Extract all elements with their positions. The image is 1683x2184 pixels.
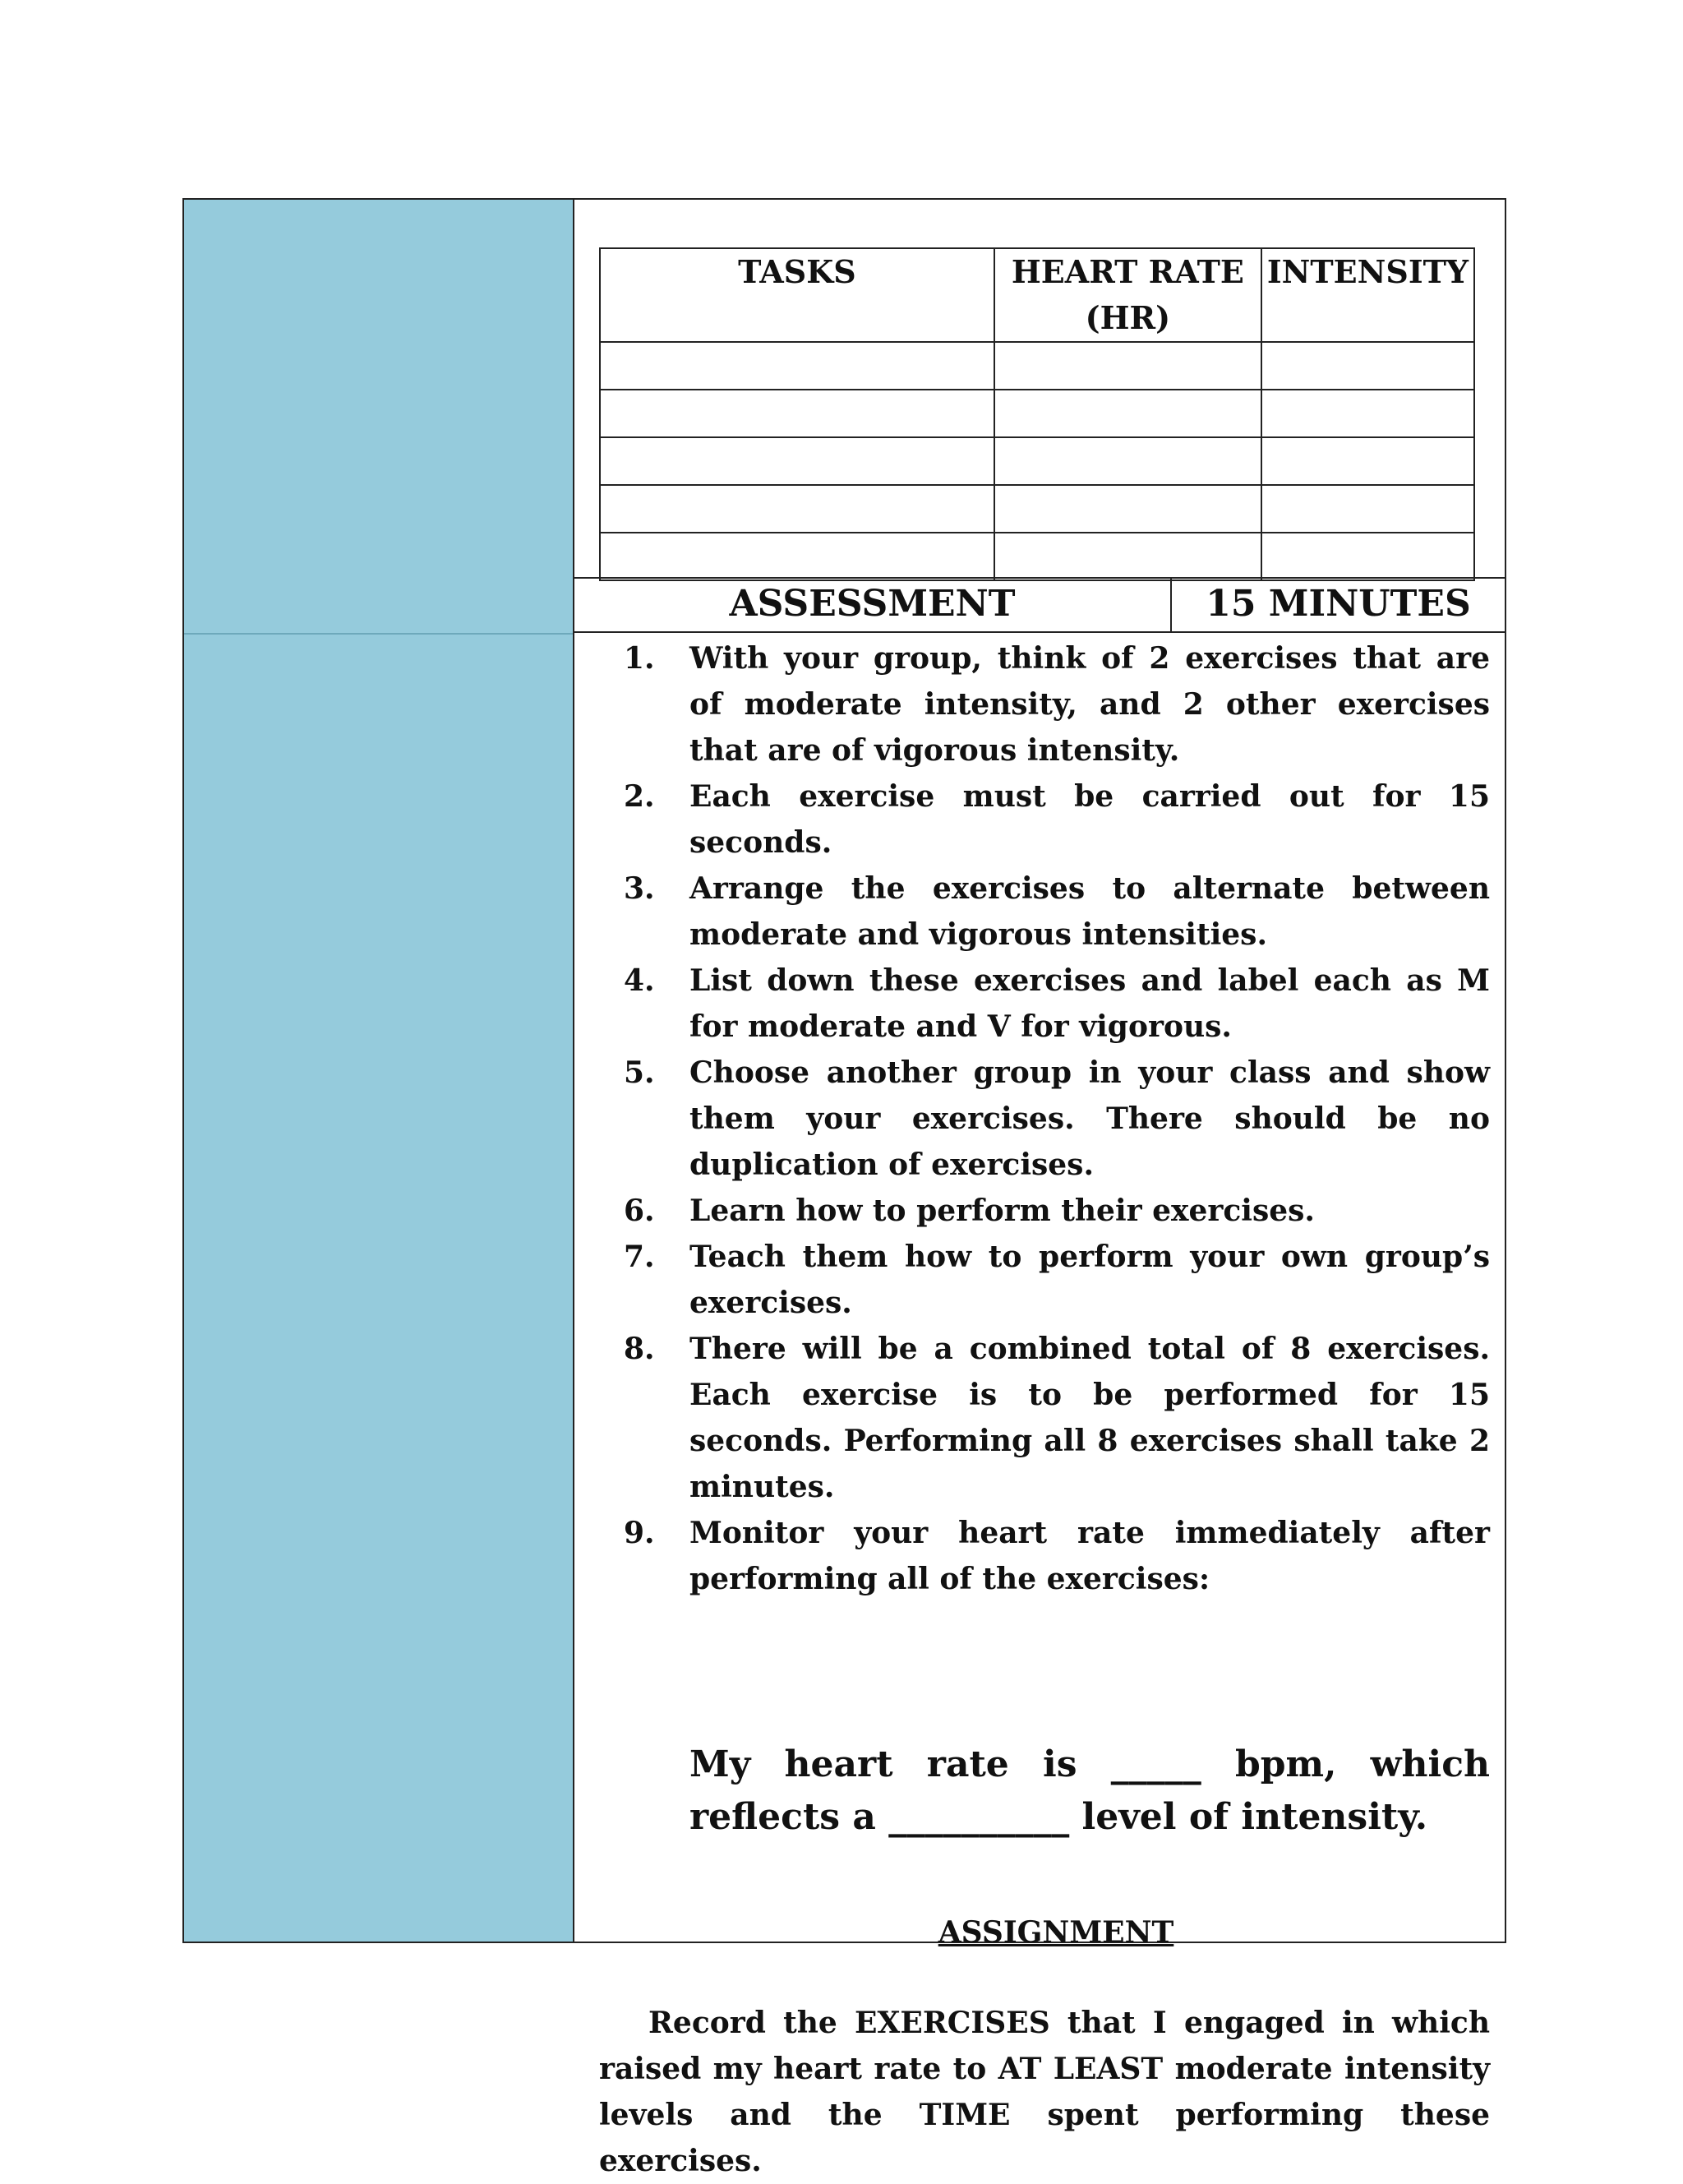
table-cell[interactable] [1261,533,1474,580]
table-cell[interactable] [1261,342,1474,390]
table-cell[interactable] [994,485,1261,533]
step-number: 9. [624,1516,655,1550]
table-row [600,437,1474,485]
assignment-title: ASSIGNMENT [938,1915,1174,1950]
table-row [600,390,1474,437]
main-column [574,200,1505,2178]
table-cell[interactable] [1261,390,1474,437]
list-item [624,1050,1490,1188]
table-cell[interactable] [600,390,994,437]
table-cell[interactable] [600,485,994,533]
assessment-duration: 15 MINUTES [1206,583,1471,625]
list-item [624,958,1490,1050]
list-item [624,1510,1490,1602]
step-text: Learn how to perform their exercises. [689,1194,1315,1228]
step-number: 4. [624,963,655,998]
step-text: Arrange the exercises to alternate between moderate and vigorous intensities. [689,871,1490,952]
table-row [600,485,1474,533]
list-item [624,1326,1490,1510]
heart-rate-statement: My heart rate is _____ bpm, which reflects a __________ level of intensity. [689,1743,1490,1838]
table-cell[interactable] [994,342,1261,390]
assessment-header [574,577,1505,633]
step-text: Monitor your heart rate immediately after performing all of the exercises: [689,1516,1490,1596]
table-cell[interactable] [600,437,994,485]
step-number: 1. [624,641,655,676]
assessment-title: ASSESSMENT [574,579,1172,631]
table-header-row [600,248,1474,342]
table-cell[interactable] [994,533,1261,580]
heart-rate-table [599,247,1475,581]
table-cell[interactable] [994,437,1261,485]
step-text: There will be a combined total of 8 exercises. Each exercise is to be performed for 15 seconds. Performing all 8 exercises shall take 2 minutes. [689,1332,1490,1504]
table-cell[interactable] [600,342,994,390]
step-text: With your group, think of 2 exercises that are of moderate intensity, and 2 other exercises that are of vigorous intensity. [689,641,1490,768]
step-number: 8. [624,1332,655,1366]
table-row [600,533,1474,580]
step-number: 6. [624,1194,655,1228]
step-number: 2. [624,779,655,814]
list-item [624,773,1490,866]
header-tasks: TASKS [600,248,994,342]
list-item [624,635,1490,773]
table-cell[interactable] [994,390,1261,437]
lesson-plan-frame [182,198,1506,2178]
header-intensity: INTENSITY [1261,248,1474,342]
header-heart-rate: HEART RATE (HR) [994,248,1261,342]
step-text: Each exercise must be carried out for 15 seconds. [689,779,1490,860]
assessment-steps [624,635,1490,1602]
step-number: 3. [624,871,655,906]
step-number: 7. [624,1240,655,1274]
list-item [624,866,1490,958]
side-column [184,200,574,1942]
step-text: List down these exercises and label each as M for moderate and V for vigorous. [689,963,1490,1044]
step-text: Teach them how to perform your own group’s exercises. [689,1240,1490,1320]
assignment-text: Record the EXERCISES that I engaged in which raised my heart rate to AT LEAST moderate intensity levels and the TIME spent performing these exercises. [599,2006,1490,2178]
table-cell[interactable] [1261,437,1474,485]
step-text: Choose another group in your class and show them your exercises. There should be no duplication of exercises. [689,1055,1490,1182]
list-item [624,1234,1490,1326]
table-cell[interactable] [1261,485,1474,533]
list-item [624,1188,1490,1234]
table-row [600,342,1474,390]
side-column-divider [184,633,573,635]
step-number: 5. [624,1055,655,1090]
table-cell[interactable] [600,533,994,580]
